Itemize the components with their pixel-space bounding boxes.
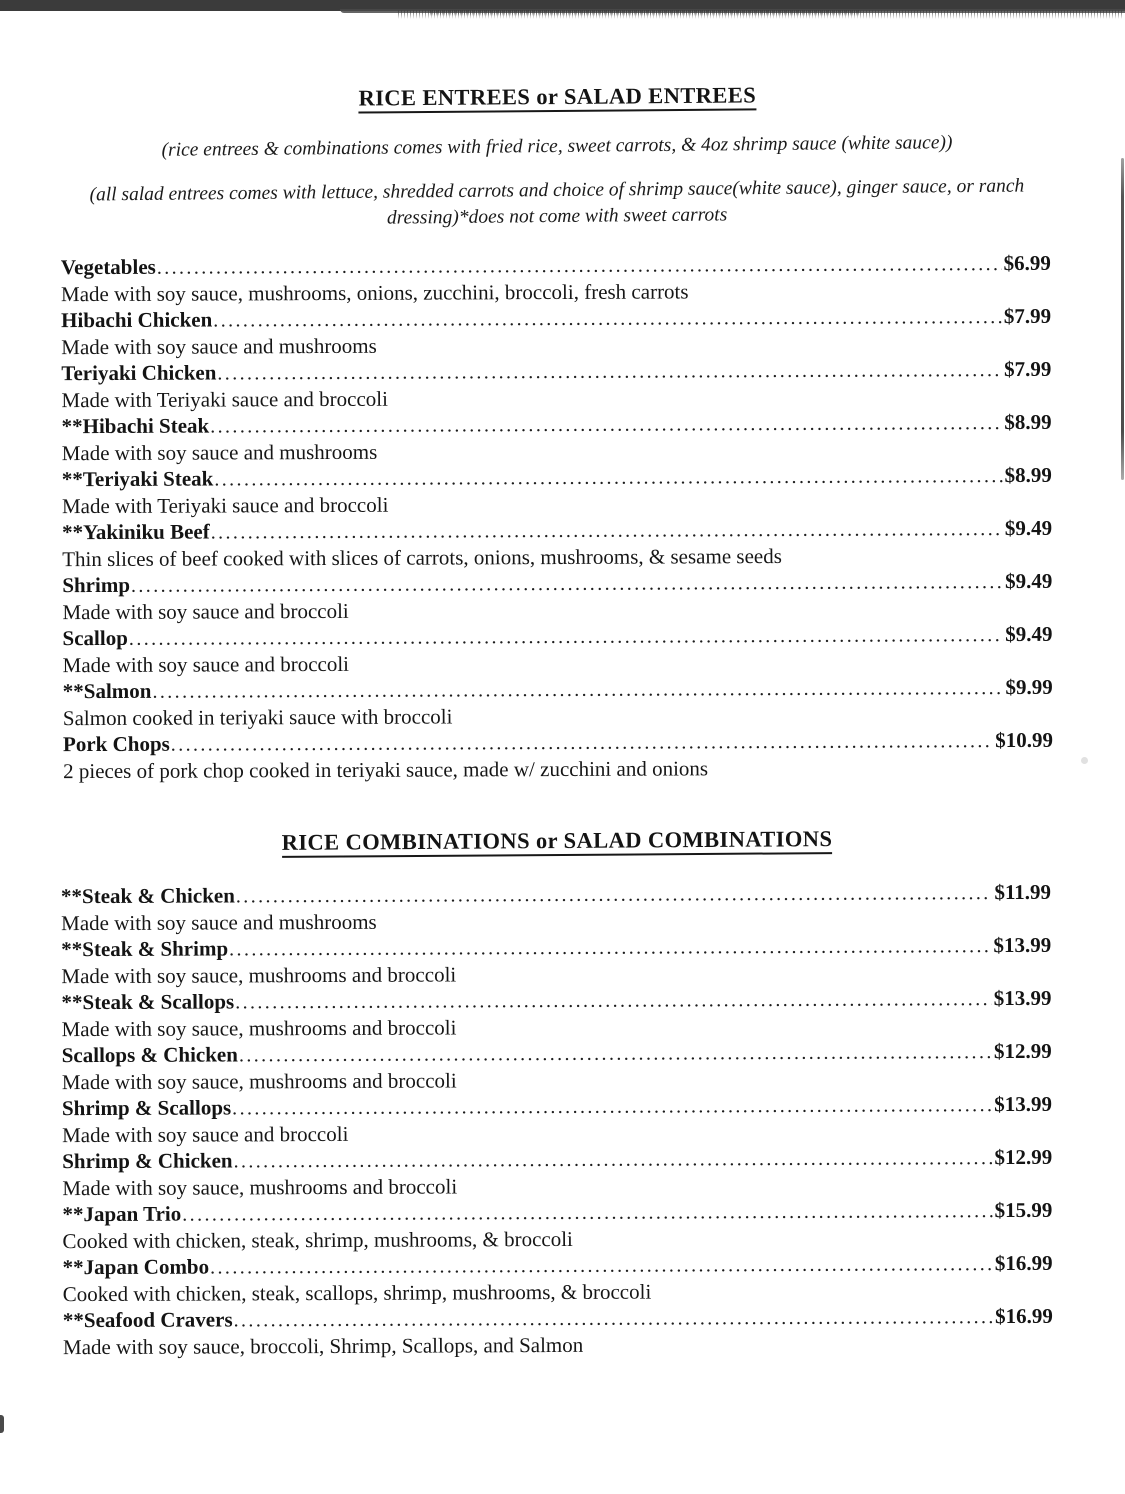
item-price: $6.99 — [1003, 250, 1051, 276]
dotted-leader — [210, 410, 1002, 439]
item-name: **Salmon — [62, 678, 152, 704]
menu-item — [61, 879, 1051, 936]
item-list — [61, 879, 1053, 1360]
item-price: $13.99 — [993, 932, 1052, 958]
item-price: $11.99 — [994, 879, 1052, 905]
item-name: Shrimp & Scallops — [61, 1095, 232, 1121]
menu-item — [61, 356, 1051, 413]
item-price: $15.99 — [994, 1197, 1053, 1223]
section-rice-combinations — [62, 828, 1052, 1358]
item-price: $12.99 — [993, 1038, 1052, 1064]
item-description: Made with soy sauce and broccoli — [62, 1121, 349, 1148]
item-description: Made with soy sauce, mushrooms, onions, zucchini, broccoli, fresh carrots — [60, 279, 689, 307]
menu-item — [61, 985, 1051, 1042]
item-name: Shrimp — [62, 572, 131, 598]
item-description: Made with soy sauce, broccoli, Shrimp, Scallops, and Salmon — [62, 1332, 584, 1360]
menu-item — [62, 1038, 1052, 1095]
item-description: Made with soy sauce, mushrooms and broccoli — [61, 1068, 457, 1095]
section-note: (all salad entrees comes with lettuce, shredded carrots and choice of shrimp sauce(white sauce), ginger sauce, or ranch dressing)*does not come with sweet carrots — [89, 175, 1025, 229]
scan-artifact-smudge — [1081, 757, 1088, 764]
item-description: Made with soy sauce and mushrooms — [61, 909, 377, 936]
section-note: (rice entrees & combinations comes with fried rice, sweet carrots, & 4oz shrimp sauce (white sauce)) — [161, 132, 953, 161]
item-name: **Japan Combo — [62, 1254, 210, 1280]
dotted-leader — [235, 986, 992, 1015]
menu-item — [61, 303, 1051, 360]
dotted-leader — [182, 1198, 993, 1228]
item-name: Vegetables — [60, 254, 156, 280]
dotted-leader — [211, 516, 1003, 545]
item-description: Salmon cooked in teriyaki sauce with broccoli — [62, 704, 453, 731]
item-name: Hibachi Chicken — [61, 307, 213, 333]
item-name: Shrimp & Chicken — [62, 1148, 233, 1174]
section-title-text: RICE COMBINATIONS or SALAD COMBINATIONS — [282, 826, 833, 858]
item-name: **Steak & Shrimp — [61, 936, 229, 962]
item-name: **Hibachi Steak — [61, 413, 210, 439]
item-name: Pork Chops — [62, 731, 170, 757]
item-name: Scallop — [62, 625, 128, 651]
item-description: Thin slices of beef cooked with slices of carrots, onions, mushrooms, & sesame seeds — [62, 544, 782, 572]
item-price: $9.99 — [1005, 674, 1053, 700]
item-description: Cooked with chicken, steak, shrimp, mushrooms, & broccoli — [62, 1226, 573, 1254]
item-price: $12.99 — [994, 1144, 1053, 1170]
menu-item — [62, 568, 1052, 625]
item-name: **Teriyaki Steak — [61, 466, 214, 492]
item-name: **Seafood Cravers — [62, 1307, 233, 1333]
dotted-leader — [239, 1039, 992, 1068]
item-description: Made with soy sauce, mushrooms and broccoli — [62, 1174, 458, 1201]
dotted-leader — [152, 675, 1003, 705]
menu-item — [63, 1303, 1053, 1360]
menu-item — [62, 1091, 1052, 1148]
item-name: **Japan Trio — [62, 1201, 182, 1227]
item-price: $16.99 — [995, 1303, 1053, 1329]
menu-item — [62, 1197, 1052, 1254]
dotted-leader — [236, 880, 993, 909]
section-title — [62, 0, 1053, 114]
menu-item — [62, 621, 1052, 678]
item-price: $7.99 — [1004, 356, 1052, 382]
menu-item — [63, 727, 1053, 784]
menu-item — [61, 932, 1051, 989]
item-price: $7.99 — [1003, 303, 1052, 329]
item-description: Made with soy sauce, mushrooms and broccoli — [61, 962, 457, 989]
item-description: Made with Teriyaki sauce and broccoli — [61, 492, 389, 519]
item-price: $8.99 — [1004, 409, 1052, 435]
scan-artifact-right-edge-line — [1121, 158, 1124, 480]
item-description: Cooked with chicken, steak, scallops, shrimp, mushrooms, & broccoli — [62, 1279, 652, 1307]
item-description: 2 pieces of pork chop cooked in teriyaki sauce, made w/ zucchini and onions — [63, 756, 709, 784]
item-list — [61, 250, 1053, 784]
item-price: $9.49 — [1004, 568, 1053, 594]
dotted-leader — [234, 1304, 994, 1333]
menu-content — [62, 0, 1052, 1358]
dotted-leader — [214, 463, 1002, 492]
item-name: **Steak & Scallops — [61, 989, 235, 1015]
item-description: Made with soy sauce, mushrooms and broccoli — [61, 1015, 457, 1042]
dotted-leader — [217, 357, 1002, 386]
item-description: Made with soy sauce and mushrooms — [61, 439, 378, 466]
dotted-leader — [171, 728, 994, 758]
item-price: $13.99 — [994, 1091, 1052, 1117]
dotted-leader — [157, 251, 1002, 281]
item-price: $13.99 — [993, 985, 1052, 1011]
section-rice-entrees — [62, 0, 1052, 782]
item-name: Teriyaki Chicken — [61, 360, 217, 386]
item-name: Scallops & Chicken — [61, 1042, 238, 1068]
item-name: **Yakiniku Beef — [62, 519, 210, 545]
dotted-leader — [131, 569, 1003, 599]
section-title-text: RICE ENTREES or SALAD ENTREES — [358, 82, 756, 113]
menu-item — [62, 462, 1052, 519]
item-description: Made with soy sauce and broccoli — [62, 598, 349, 625]
dotted-leader — [129, 622, 1003, 652]
scan-artifact-left-speck — [0, 1415, 4, 1433]
item-price: $8.99 — [1004, 462, 1052, 488]
menu-item — [62, 515, 1052, 572]
item-price: $10.99 — [995, 727, 1054, 753]
item-description: Made with soy sauce and mushrooms — [61, 333, 377, 360]
item-description: Made with soy sauce and broccoli — [62, 651, 350, 678]
item-price: $16.99 — [994, 1250, 1053, 1276]
item-description: Made with Teriyaki sauce and broccoli — [61, 386, 388, 413]
menu-item — [63, 1250, 1053, 1307]
item-price: $9.49 — [1004, 515, 1053, 541]
dotted-leader — [210, 1251, 993, 1280]
dotted-leader — [232, 1092, 992, 1121]
dotted-leader — [229, 933, 991, 962]
menu-item — [62, 409, 1052, 466]
menu-item — [61, 250, 1051, 307]
item-price: $9.49 — [1005, 621, 1053, 647]
menu-item — [63, 674, 1053, 731]
section-title — [62, 825, 1052, 858]
dotted-leader — [213, 304, 1002, 333]
item-name: **Steak & Chicken — [60, 883, 235, 909]
dotted-leader — [233, 1145, 992, 1174]
menu-item — [62, 1144, 1052, 1201]
